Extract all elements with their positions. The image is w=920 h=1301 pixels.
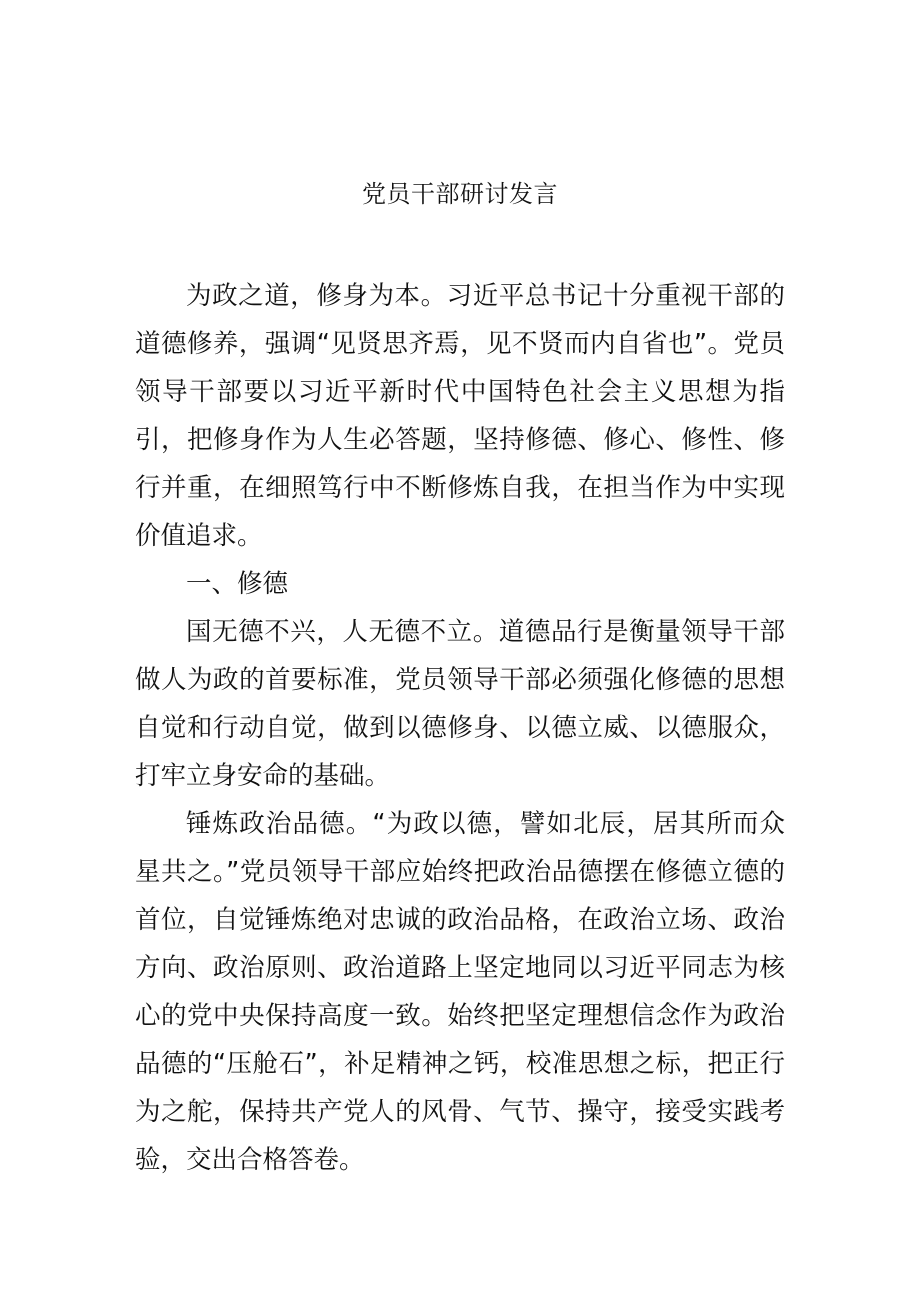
section-heading-xiude: 一、修德 — [186, 569, 289, 599]
intro-paragraph: 为政之道，修身为本。习近平总书记十分重视干部的道德修养，强调“见贤思齐焉，见不贤而内自省也”。党员领导干部要以习近平新时代中国特色社会主义思想为指引，把修身作为人生必答题，坚持修德、修心、修性、修行并重，在细照笃行中不断修炼自我，在担当作为中实现价值追求。 — [135, 281, 785, 551]
document-body — [135, 272, 785, 1184]
document-title: 党员干部研讨发言 — [362, 180, 558, 208]
section-paragraph-1: 国无德不兴，人无德不立。道德品行是衡量领导干部做人为政的首要标准，党员领导干部必须强化修德的思想自觉和行动自觉，做到以德修身、以德立威、以德服众，打牢立身安命的基础。 — [135, 617, 785, 791]
section-paragraph-2: 锤炼政治品德。“为政以德，譬如北辰，居其所而众星共之。”党员领导干部应始终把政治品德摆在修德立德的首位，自觉锤炼绝对忠诚的政治品格，在政治立场、政治方向、政治原则、政治道路上坚定地同以习近平同志为核心的党中央保持高度一致。始终把坚定理想信念作为政治品德的“压舱石”，补足精神之钙，校准思想之标，把正行为之舵，保持共产党人的风骨、气节、操守，接受实践考验，交出合格答卷。 — [135, 809, 785, 1175]
